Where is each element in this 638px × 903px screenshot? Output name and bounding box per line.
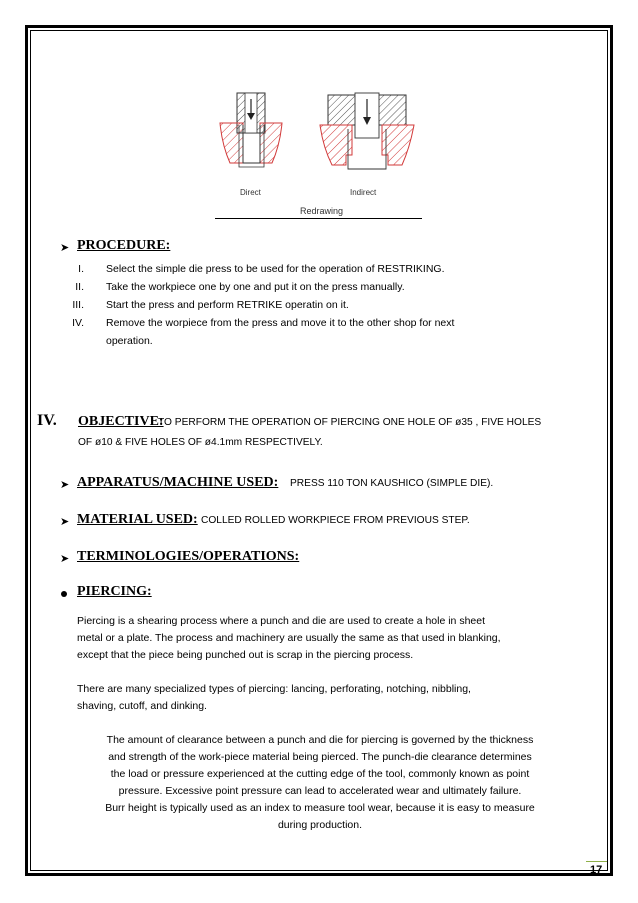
objective-heading: OBJECTIVE: (78, 414, 164, 429)
piercing-paragraph-2 (77, 681, 471, 715)
step-number: I. (78, 263, 84, 275)
piercing-heading: PIERCING: (77, 584, 152, 599)
procedure-step: Select the simple die press to be used for the operation of RESTRIKING. (106, 263, 445, 275)
arrow-bullet-icon: ➤ (60, 516, 70, 528)
text-line: the load or pressure experienced at the cutting edge of the tool, commonly known as point (110, 768, 530, 780)
apparatus-heading: APPARATUS/MACHINE USED: (77, 475, 279, 490)
procedure-step: Take the workpiece one by one and put it on the press manually. (106, 281, 405, 293)
text-line: Burr height is typically used as an index to measure tool wear, because it is easy to measure (105, 802, 535, 814)
step-number: III. (72, 299, 84, 311)
arrow-bullet-icon: ➤ (60, 242, 70, 254)
section-number: IV. (37, 412, 57, 429)
apparatus-text: PRESS 110 TON KAUSHICO (SIMPLE DIE). (290, 478, 494, 489)
piercing-paragraph-3 (70, 732, 570, 834)
text-line: shaving, cutoff, and dinking. (77, 700, 207, 712)
text-line: The amount of clearance between a punch and die for piercing is governed by the thickness (106, 734, 534, 746)
label-indirect: Indirect (350, 188, 377, 197)
arrow-bullet-icon: ➤ (60, 479, 70, 491)
text-line: except that the piece being punched out is scrap in the piercing process. (77, 649, 414, 661)
text-line: pressure. Excessive point pressure can lead to accelerated wear and ultimately failure. (118, 785, 522, 797)
text-line: There are many specialized types of piercing: lancing, perforating, notching, nibbling, (77, 683, 471, 695)
round-bullet-icon (61, 591, 67, 597)
page-number-rule (586, 861, 607, 862)
label-direct: Direct (240, 188, 261, 197)
procedure-step: Start the press and perform RETRIKE operatin on it. (106, 299, 349, 311)
procedure-heading: PROCEDURE: (77, 238, 171, 253)
procedure-step: Remove the worpiece from the press and move it to the other shop for next (106, 317, 455, 329)
material-text: COLLED ROLLED WORKPIECE FROM PREVIOUS STEP. (201, 515, 470, 526)
piercing-paragraph-1 (77, 613, 501, 664)
figure-caption: Redrawing (300, 206, 344, 216)
direct-die (220, 123, 243, 163)
objective-text-line1: TO PERFORM THE OPERATION OF PIERCING ONE HOLE OF ø35 , FIVE HOLES (158, 417, 542, 428)
redrawing-figure (210, 85, 425, 220)
objective-text-line2: OF ø10 & FIVE HOLES OF ø4.1mm RESPECTIVELY. (78, 437, 323, 448)
indirect-die (320, 125, 352, 165)
text-line: Piercing is a shearing process where a punch and die are used to create a hole in sheet (77, 615, 486, 627)
text-line: during production. (277, 819, 363, 831)
step-number: II. (75, 281, 84, 293)
material-heading: MATERIAL USED: (77, 512, 198, 527)
terminologies-heading: TERMINOLOGIES/OPERATIONS: (77, 549, 300, 564)
text-line: metal or a plate. The process and machinery are usually the same as that used in blanking, (77, 632, 501, 644)
page-number: 17 (590, 864, 603, 876)
procedure-step-continued: operation. (106, 335, 153, 347)
step-number: IV. (72, 317, 84, 329)
arrow-bullet-icon: ➤ (60, 553, 70, 565)
figure-caption-rule (215, 218, 422, 219)
text-line: and strength of the work-piece material being pierced. The punch-die clearance determines (108, 751, 532, 763)
